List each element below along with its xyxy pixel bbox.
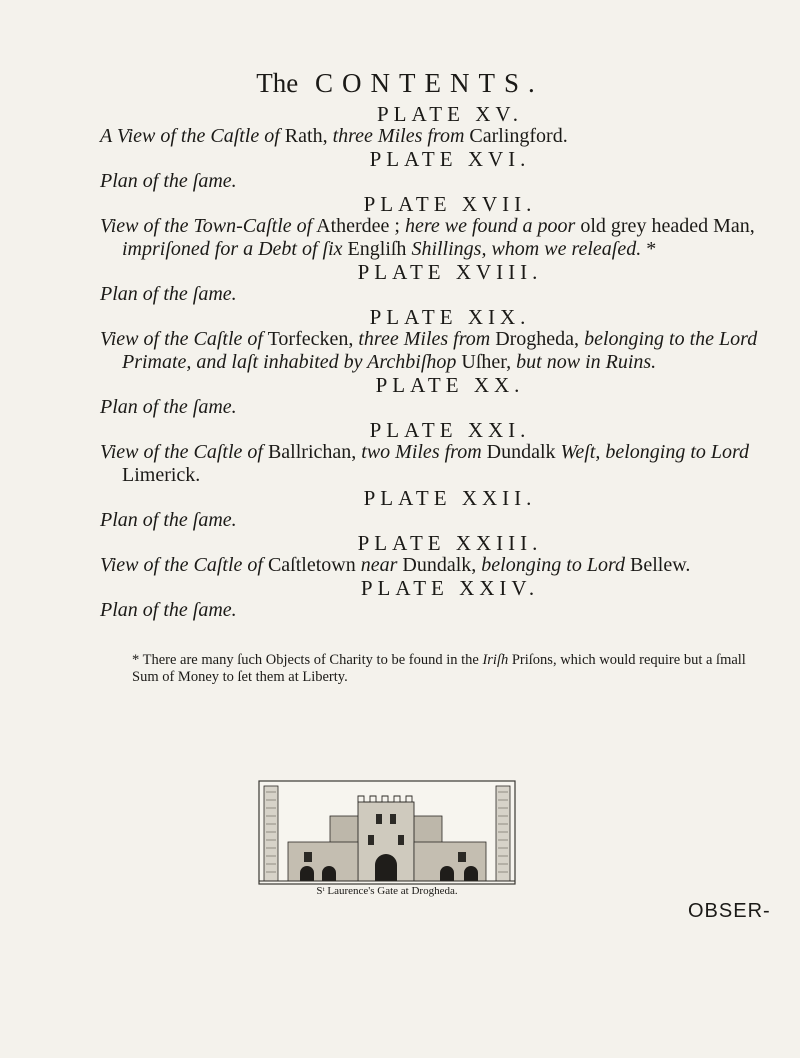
plate-description-cont: Limerick. [122, 464, 201, 486]
plate-description: View of the Caſtle of Caſtletown near Dundalk, belonging to Lord Bellew. [100, 554, 691, 576]
footnote [132, 652, 772, 686]
contents-header [0, 68, 800, 98]
catchword: OBSER- [688, 900, 771, 922]
plate-heading: PLATE XXIV. [360, 576, 540, 600]
header-the: The [256, 68, 299, 98]
plate-heading: PLATE XXII. [363, 486, 537, 510]
plate-description-cont: impriſoned for a Debt of ſix Engliſh Shillings, whom we releaſed. * [122, 238, 657, 260]
plate-description: Plan of the ſame. [100, 599, 237, 621]
plate-heading: PLATE XIX. [369, 305, 531, 329]
figure-caption: Sᵗ Laurence's Gate at Drogheda. [316, 885, 458, 897]
footnote-line: * There are many ſuch Objects of Charity to be found in the Iriſh Priſons, which would require but a ſmall [132, 652, 746, 668]
plate-description: Plan of the ſame. [100, 396, 237, 418]
plate-heading: PLATE XVI. [369, 147, 531, 171]
plate-description: Plan of the ſame. [100, 509, 237, 531]
plate-description: Plan of the ſame. [100, 283, 237, 305]
plate-heading: PLATE XXIII. [357, 531, 543, 555]
plate-heading: PLATE XV. [376, 102, 524, 126]
plate-heading: PLATE XVII. [363, 192, 537, 216]
plate-description: Plan of the ſame. [100, 170, 237, 192]
plate-description: View of the Town-Caſtle of Atherdee ; here we found a poor old grey headed Man, [100, 215, 755, 237]
plate-heading: PLATE XX. [375, 373, 525, 397]
plate-heading: PLATE XVIII. [357, 260, 543, 284]
plate-description: View of the Caſtle of Torfecken, three Miles from Drogheda, belonging to the Lord [100, 328, 758, 350]
plate-description: A View of the Caſtle of Rath, three Miles from Carlingford. [100, 125, 568, 147]
gate-engraving [258, 780, 516, 885]
plate-description-cont: Primate, and laſt inhabited by Archbiſhop Uſher, but now in Ruins. [122, 351, 657, 373]
contents-list [100, 103, 760, 622]
footnote-line: Sum of Money to ſet them at Liberty. [132, 669, 348, 685]
plate-description: View of the Caſtle of Ballrichan, two Miles from Dundalk Weſt, belonging to Lord [100, 441, 750, 463]
header-contents: CONTENTS. [314, 68, 544, 98]
plate-heading: PLATE XXI. [369, 418, 531, 442]
